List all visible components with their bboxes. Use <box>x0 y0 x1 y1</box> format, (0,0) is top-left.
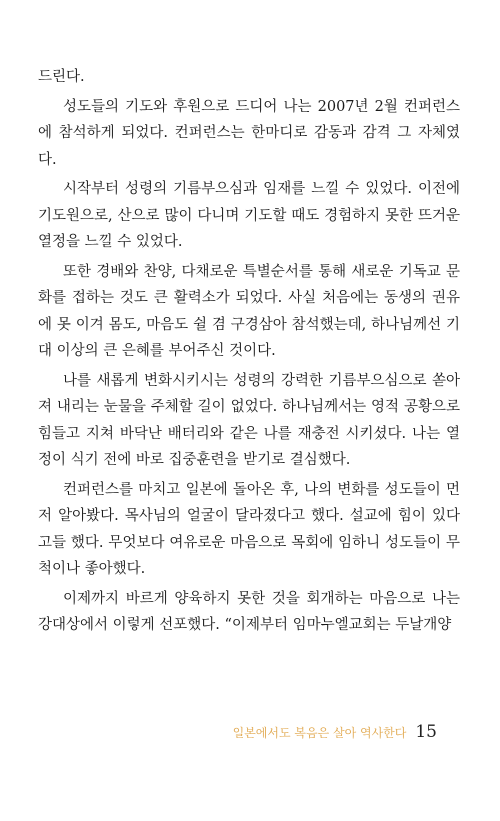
paragraph: 컨퍼런스를 마치고 일본에 돌아온 후, 나의 변화를 성도들이 먼저 알아봤다. 목사님의 얼굴이 달라졌다고 했다. 설교에 힘이 있다고들 했다. 무엇보다 여유로운 마음으로 목회에 임하니 성도들이 무척이나 좋아했다. <box>38 481 460 577</box>
paragraph: 이제까지 바르게 양육하지 못한 것을 회개하는 마음으로 나는 강대상에서 이렇게 선포했다. “이제부터 임마누엘교회는 두날개양 <box>38 590 460 633</box>
page-number: 15 <box>415 722 437 742</box>
paragraph: 성도들의 기도와 후원으로 드디어 나는 2007년 2월 컨퍼런스에 참석하게 되었다. 컨퍼런스는 한마디로 감동과 감격 그 자체였다. <box>38 98 460 168</box>
paragraph: 나를 새롭게 변화시키시는 성령의 강력한 기름부으심으로 쏟아져 내리는 눈물을 주체할 길이 없었다. 하나님께서는 영적 공황으로 힘들고 지쳐 바닥난 배터리와 같은 나를 재충전 시키셨다. 나는 열정이 식기 전에 바로 집중훈련을 받기로 결심했다. <box>38 372 460 468</box>
running-title: 일본에서도 복음은 살아 역사한다 <box>232 726 407 740</box>
page-footer <box>0 722 500 742</box>
paragraph: 드린다. <box>38 69 85 85</box>
body-text <box>38 64 460 642</box>
paragraph: 시작부터 성령의 기름부으심과 임재를 느낄 수 있었다. 이전에 기도원으로, 산으로 많이 다니며 기도할 때도 경험하지 못한 뜨거운 열정을 느낄 수 있었다. <box>38 181 460 250</box>
paragraph: 또한 경배와 찬양, 다채로운 특별순서를 통해 새로운 기독교 문화를 접하는 것도 큰 활력소가 되었다. 사실 처음에는 동생의 권유에 못 이겨 몸도, 마음도 쉴 겸 구경삼아 참석했는데, 하나님께선 기대 이상의 큰 은혜를 부어주신 것이다. <box>38 263 460 359</box>
